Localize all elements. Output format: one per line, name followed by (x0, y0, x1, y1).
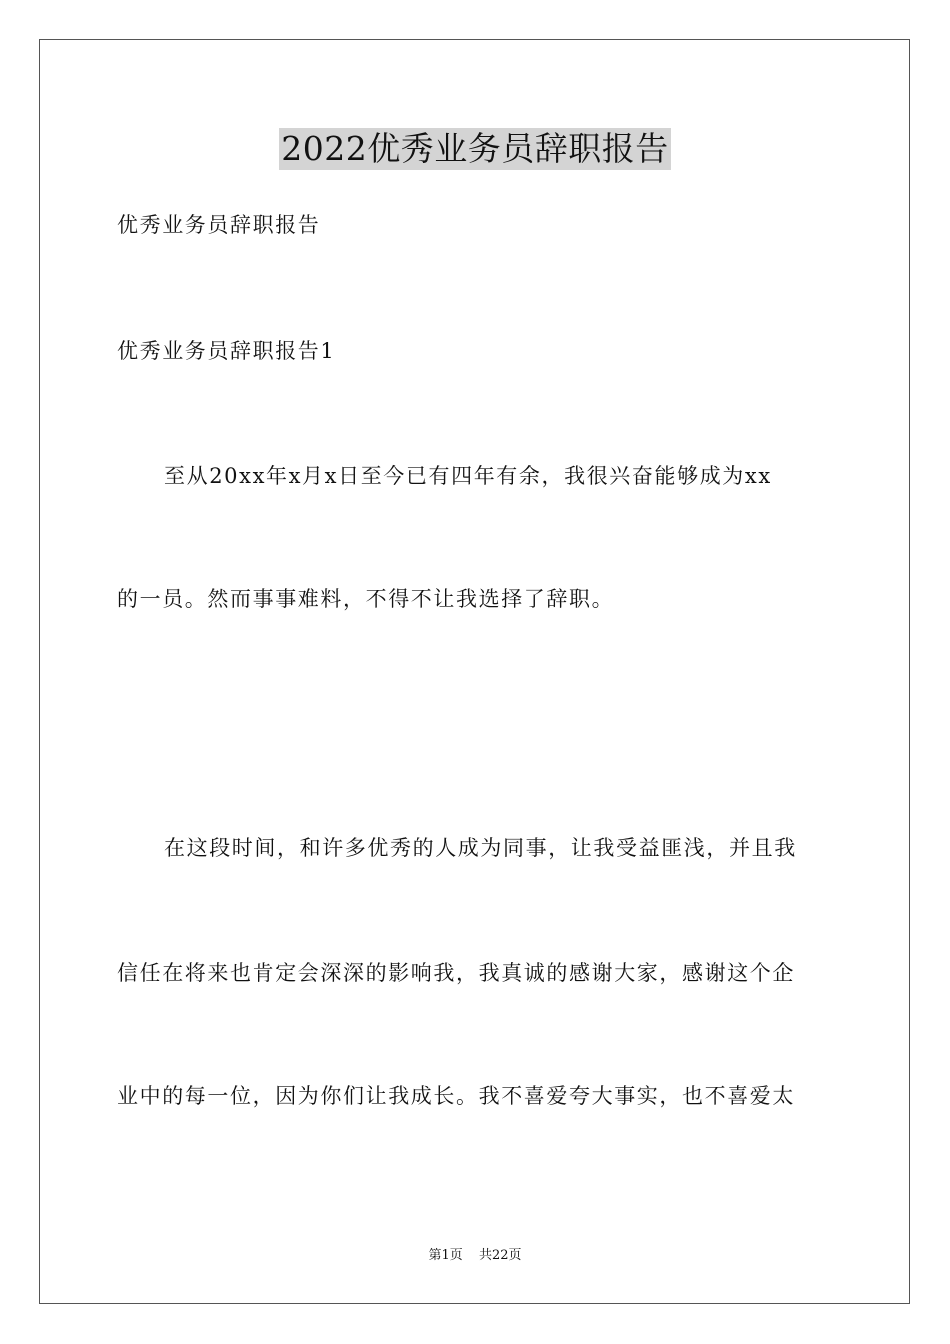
paragraph-line: 在这段时间，和许多优秀的人成为同事，让我受益匪浅，并且我 (164, 836, 797, 860)
paragraph-line: 信任在将来也肯定会深深的影响我，我真诚的感谢大家，感谢这个企 (117, 961, 795, 985)
page-number-total: 共22页 (478, 1248, 522, 1263)
title-container (0, 128, 950, 170)
document-title: 2022优秀业务员辞职报告 (281, 129, 669, 168)
page-number-current: 第1页 (428, 1248, 463, 1263)
paragraph-line: 业中的每一位，因为你们让我成长。我不喜爱夸大事实，也不喜爱太 (117, 1084, 795, 1108)
subtitle-line: 优秀业务员辞职报告 (117, 213, 321, 237)
paragraph-line: 的一员。然而事事难料，不得不让我选择了辞职。 (117, 587, 615, 611)
paragraph-line: 至从20xx年x月x日至今已有四年有余，我很兴奋能够成为xx (164, 464, 772, 488)
section-heading: 优秀业务员辞职报告1 (117, 339, 336, 363)
page-footer (0, 1247, 950, 1265)
